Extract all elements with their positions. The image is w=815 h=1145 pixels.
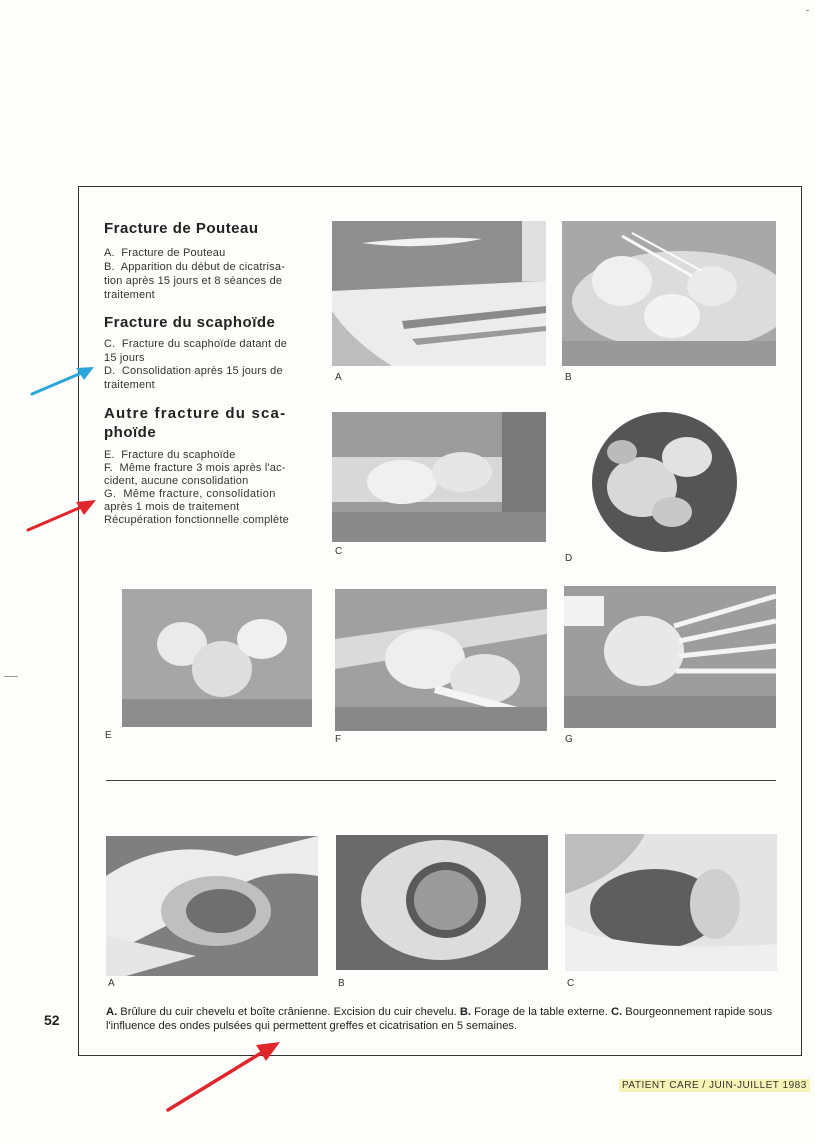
- clinical-photo-a: [106, 836, 318, 976]
- caption-label-c: C.: [610, 1006, 623, 1018]
- caption-text-c: Bourgeonnement rapide sous l'influence des ondes pulsées qui permettent greffes et cicatrisation en 5 semaines.: [106, 1006, 773, 1032]
- caption-line: E. Fracture du scaphoïde: [104, 449, 236, 461]
- photo-label: E: [105, 730, 112, 741]
- caption-line: traitement: [104, 289, 155, 301]
- heading-autre-fracture: Autre fracture du sca-: [104, 405, 287, 422]
- caption-label-a: A.: [106, 1006, 118, 1018]
- xray-photo-g: [564, 586, 776, 728]
- photo-label: C: [335, 546, 343, 557]
- blue-arrow-icon: [28, 362, 98, 398]
- clinical-photo-b: [336, 835, 548, 970]
- caption-line: G. Même fracture, consolidation: [104, 488, 276, 500]
- section-divider: [106, 780, 776, 781]
- photo-label: D: [565, 553, 573, 564]
- caption-text-a: Brûlure du cuir chevelu et boîte crânienne. Excision du cuir chevelu.: [117, 1006, 460, 1018]
- caption-line: traitement: [104, 379, 155, 391]
- journal-footer: PATIENT CARE / JUIN-JUILLET 1983: [619, 1079, 810, 1092]
- photo-label: F: [335, 734, 342, 745]
- photo-label: C: [567, 978, 575, 989]
- scan-speck: [4, 676, 18, 677]
- figure-caption: [106, 1005, 778, 1033]
- xray-photo-b: [562, 221, 776, 366]
- caption-line: D. Consolidation après 15 jours de: [104, 365, 283, 377]
- caption-line: F. Même fracture 3 mois après l'ac-: [104, 462, 286, 474]
- xray-photo-f: [335, 589, 547, 731]
- scan-speck: [806, 10, 809, 11]
- red-arrow-bottom-icon: [162, 1036, 284, 1116]
- photo-label: B: [338, 978, 345, 989]
- photo-label: B: [565, 372, 572, 383]
- page-number: 52: [44, 1012, 60, 1028]
- xray-photo-d: [592, 412, 737, 552]
- caption-line: A. Fracture de Pouteau: [104, 247, 226, 259]
- caption-text-b: Forage de la table externe.: [471, 1006, 611, 1018]
- clinical-photo-c: [565, 834, 777, 971]
- caption-line: après 1 mois de traitement: [104, 501, 240, 513]
- xray-photo-c: [332, 412, 546, 542]
- caption-line: tion après 15 jours et 8 séances de: [104, 275, 283, 287]
- caption-line: Récupération fonctionnelle complète: [104, 514, 289, 526]
- heading-autre-fracture-cont: phoïde: [104, 424, 157, 441]
- caption-line: C. Fracture du scaphoïde datant de: [104, 338, 288, 350]
- caption-line: 15 jours: [104, 352, 145, 364]
- xray-photo-e: [122, 589, 312, 727]
- photo-label: A: [108, 978, 115, 989]
- caption-line: cident, aucune consolidation: [104, 475, 249, 487]
- xray-photo-a: [332, 221, 546, 366]
- photo-label: A: [335, 372, 342, 383]
- caption-label-b: B.: [459, 1006, 472, 1018]
- red-arrow-icon: [24, 496, 100, 534]
- photo-label: G: [565, 734, 573, 745]
- heading-fracture-scaphoide: Fracture du scaphoïde: [104, 314, 276, 331]
- heading-fracture-pouteau: Fracture de Pouteau: [104, 220, 259, 237]
- caption-line: B. Apparition du début de cicatrisa-: [104, 261, 286, 273]
